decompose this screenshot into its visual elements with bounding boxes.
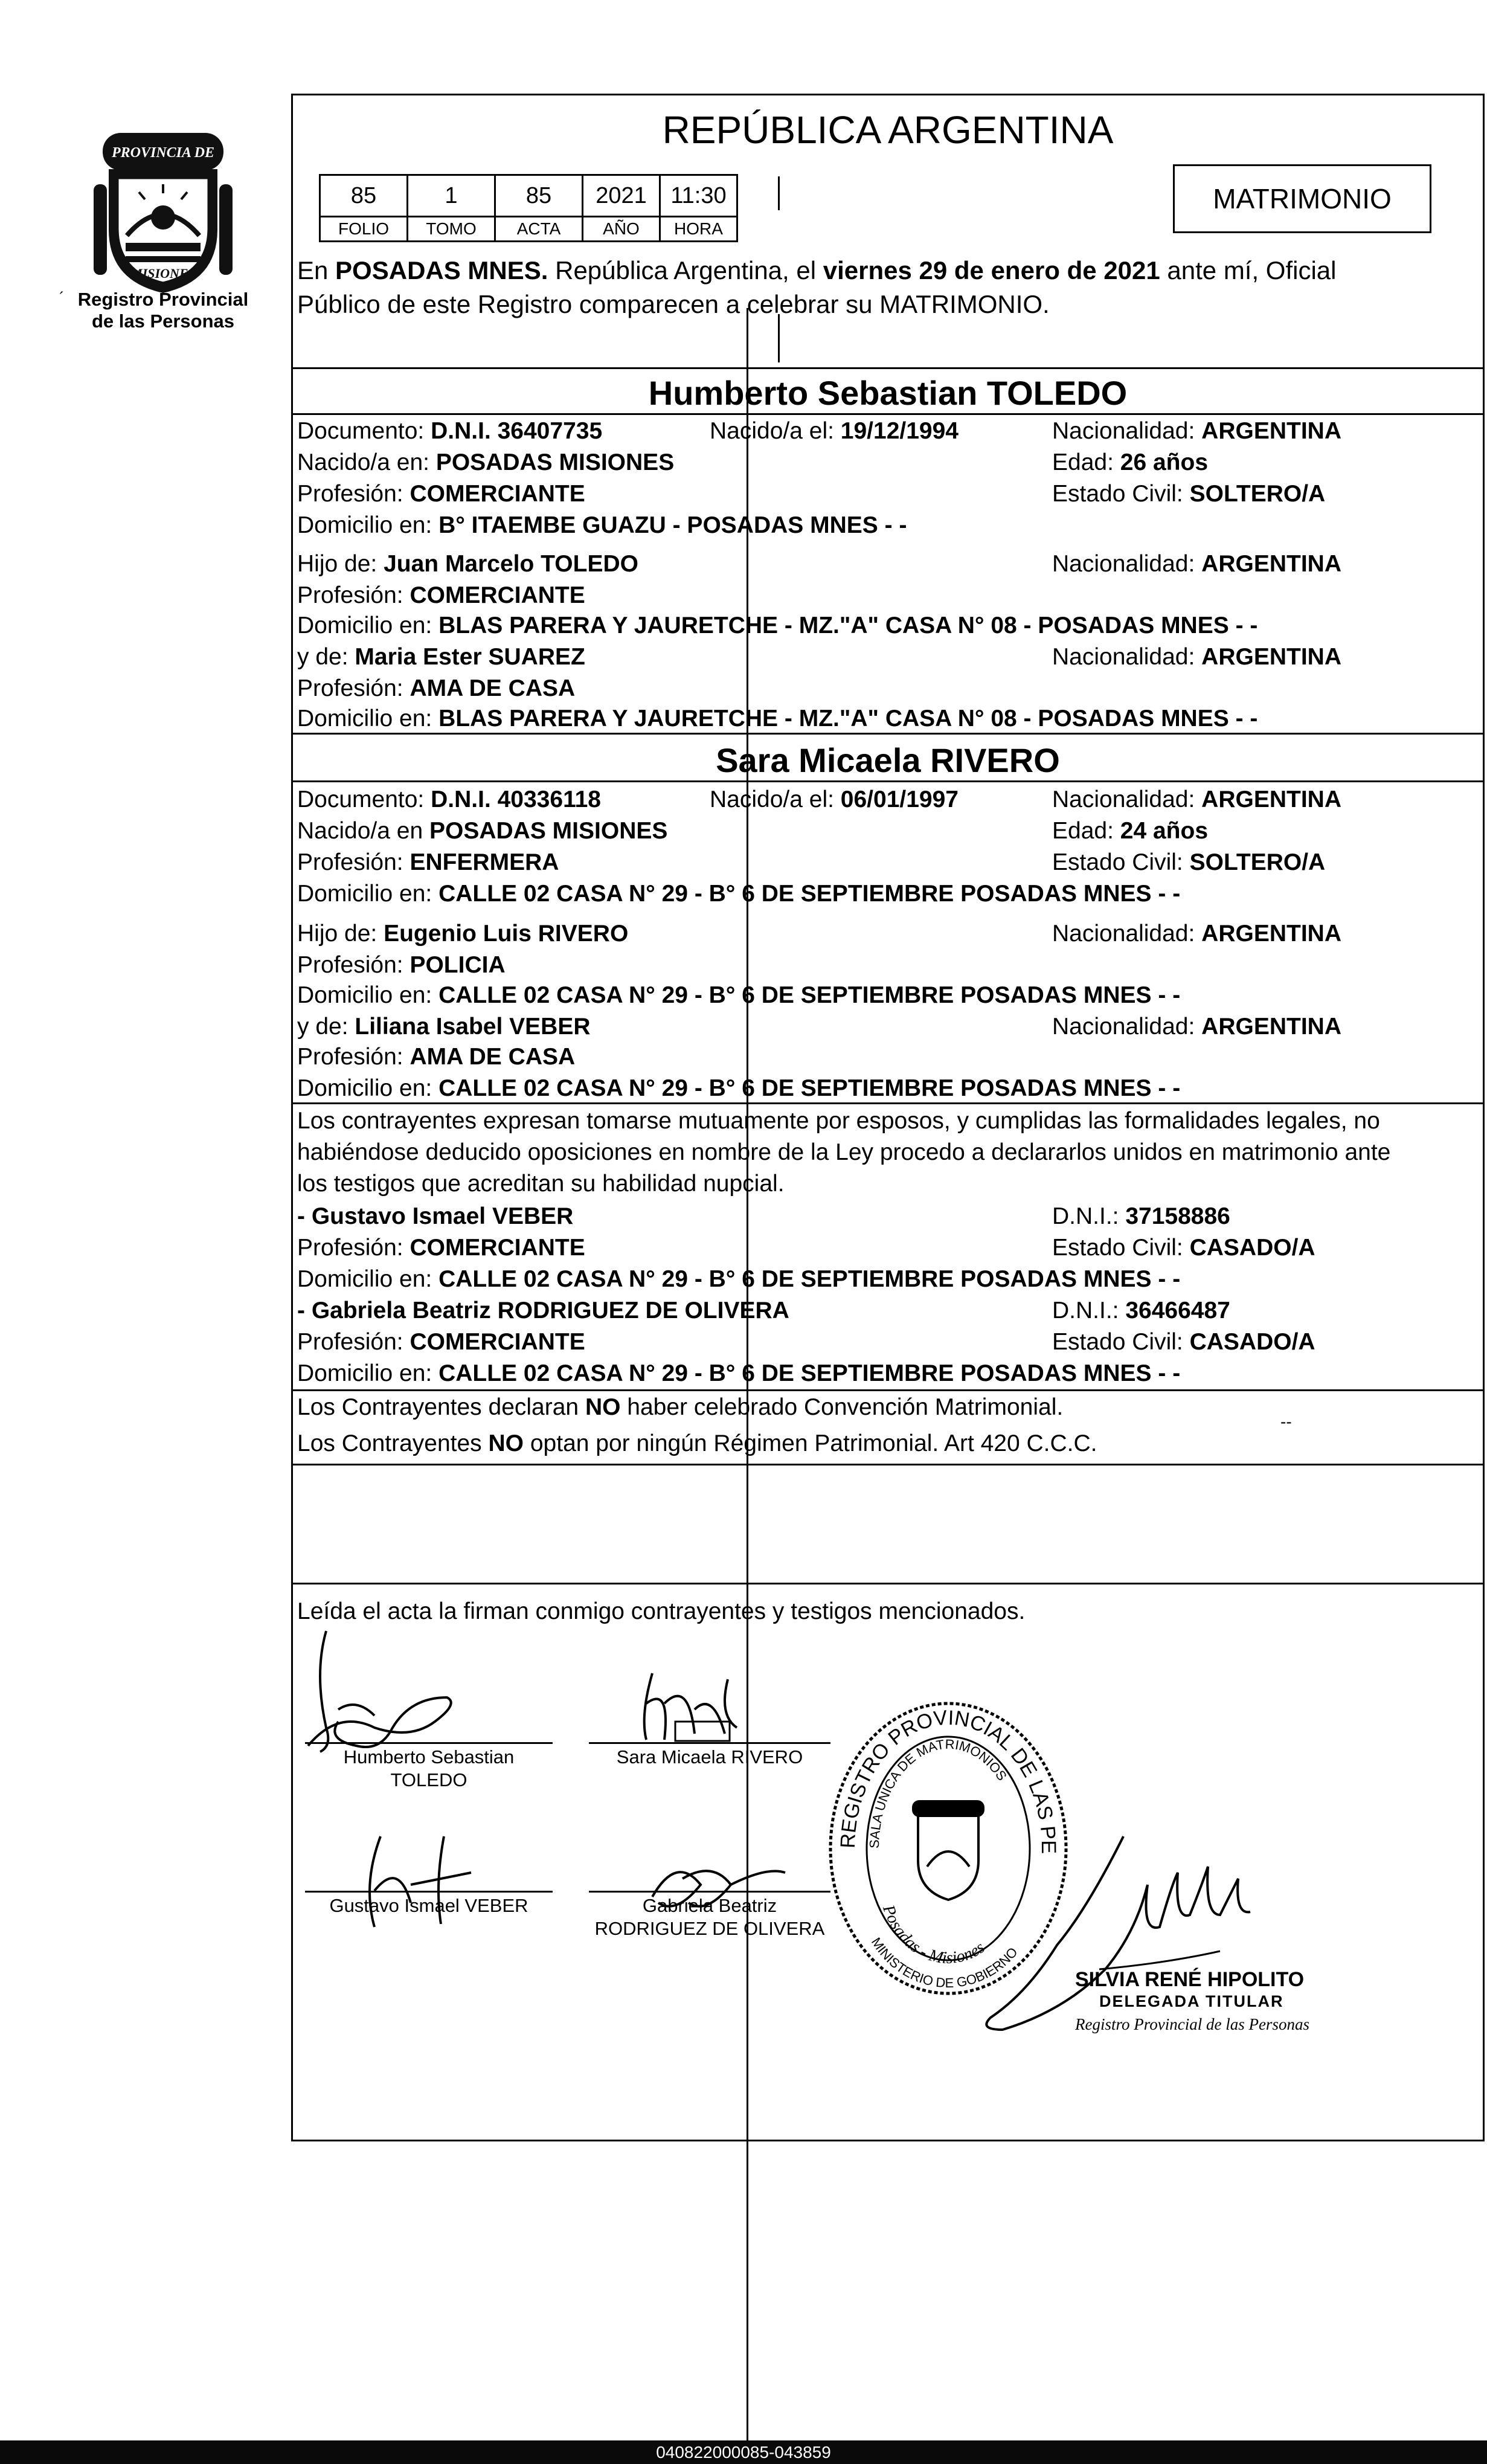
intro-text: ante mí, Oficial	[1160, 256, 1337, 285]
label: Nacionalidad:	[1052, 551, 1202, 577]
witness2-civil	[1052, 1327, 1315, 1358]
witness1-dni	[1052, 1201, 1230, 1232]
label: Documento:	[297, 786, 431, 812]
rule	[778, 314, 780, 362]
anio-label: AÑO	[583, 217, 660, 242]
value: CALLE 02 CASA N° 29 - B° 6 DE SEPTIEMBRE POSADAS MNES - -	[438, 982, 1181, 1008]
value: Juan Marcelo TOLEDO	[384, 551, 638, 577]
signer1-surname: TOLEDO	[390, 1769, 467, 1790]
witness2-prof	[297, 1327, 585, 1358]
spouse1-prof	[297, 478, 585, 510]
value: Maria Ester SUAREZ	[355, 644, 585, 670]
label: Estado Civil:	[1052, 481, 1190, 507]
value: ARGENTINA	[1201, 418, 1342, 444]
value: CALLE 02 CASA N° 29 - B° 6 DE SEPTIEMBRE POSADAS MNES - -	[438, 1075, 1181, 1101]
spouse1-father-addr	[297, 610, 1257, 642]
svg-text:Posadas - Misiones: Posadas - Misiones	[879, 1902, 989, 1968]
convention-line2	[297, 1428, 1097, 1459]
folio-label: FOLIO	[320, 217, 408, 242]
label: Domicilio en:	[297, 982, 439, 1008]
label: Profesión:	[297, 481, 410, 507]
signature-line	[305, 1742, 553, 1744]
scan-footer-code: 040822000085-043859	[0, 2440, 1487, 2464]
label: Edad:	[1052, 449, 1120, 475]
hora-label: HORA	[660, 217, 737, 242]
label: Domicilio en:	[297, 613, 439, 639]
spouse1-mother	[297, 642, 585, 673]
label: Profesión:	[297, 849, 410, 875]
value: D.N.I. 40336118	[431, 786, 601, 812]
value: CALLE 02 CASA N° 29 - B° 6 DE SEPTIEMBRE POSADAS MNES - -	[438, 1266, 1181, 1292]
spouse1-name: Humberto Sebastian TOLEDO	[648, 374, 1128, 412]
witness1-addr	[297, 1264, 1180, 1295]
value: 37158886	[1125, 1203, 1230, 1229]
witness1-prof	[297, 1232, 585, 1264]
value: 06/01/1997	[840, 786, 959, 812]
closing-text: Leída el acta la firman conmigo contrayentes y testigos mencionados.	[297, 1598, 1026, 1624]
value: 19/12/1994	[840, 418, 959, 444]
value: 24 años	[1120, 818, 1209, 844]
acta-value: 85	[495, 175, 583, 217]
value: BLAS PARERA Y JAURETCHE - MZ."A" CASA N° 08 - POSADAS MNES - -	[438, 706, 1258, 732]
label: Nacionalidad:	[1052, 418, 1202, 444]
official-name: SILVIA RENÉ HIPOLITO	[1075, 1968, 1305, 1991]
value: POSADAS MISIONES	[435, 449, 675, 475]
logo-caption-line2: de las Personas	[91, 310, 235, 332]
acta-label: ACTA	[495, 217, 583, 242]
label: Nacionalidad:	[1052, 786, 1202, 812]
declaration-line1: Los contrayentes expresan tomarse mutuamente por esposos, y cumplidas las formalidades legales, no	[297, 1108, 1380, 1134]
intro-city: POSADAS MNES.	[335, 256, 548, 285]
spouse1-civil	[1052, 478, 1325, 510]
label: Nacido/a en:	[297, 449, 436, 475]
rule	[291, 1583, 1485, 1584]
spouse1-mother-addr	[297, 703, 1257, 735]
logo-caption	[60, 289, 266, 332]
value: ENFERMERA	[409, 849, 559, 875]
spouse2-name: Sara Micaela RIVERO	[716, 741, 1060, 779]
text: optan por ningún Régimen Patrimonial. Art 420 C.C.C.	[524, 1430, 1097, 1456]
value: COMERCIANTE	[409, 582, 585, 608]
label: Hijo de:	[297, 921, 384, 947]
value: ARGENTINA	[1201, 1014, 1342, 1040]
value: ARGENTINA	[1201, 786, 1342, 812]
svg-text:MINISTERIO DE GOBIERNO: MINISTERIO DE GOBIERNO	[868, 1934, 1021, 1991]
witness1-civil	[1052, 1232, 1315, 1264]
spouse1-mother-nat	[1052, 642, 1341, 673]
text: NO	[585, 1394, 621, 1420]
value: 36466487	[1125, 1298, 1230, 1324]
label: Documento:	[297, 418, 431, 444]
value: CALLE 02 CASA N° 29 - B° 6 DE SEPTIEMBRE POSADAS MNES - -	[438, 881, 1181, 907]
spouse1-father-nat	[1052, 548, 1341, 580]
value: ARGENTINA	[1201, 551, 1342, 577]
anio-value: 2021	[583, 175, 660, 217]
spouse2-mother-addr	[297, 1073, 1180, 1104]
value: Liliana Isabel VEBER	[355, 1014, 591, 1040]
spouse1-place	[297, 447, 674, 478]
value: SOLTERO/A	[1189, 481, 1326, 507]
spouse2-mother-prof	[297, 1041, 575, 1073]
spouse2-addr	[297, 878, 1180, 910]
value: 26 años	[1120, 449, 1209, 475]
spouse1-nat	[1052, 416, 1341, 447]
spouse1-born	[710, 416, 959, 447]
intro-line2: Público de este Registro comparecen a celebrar su MATRIMONIO.	[297, 290, 1050, 318]
logo-caption-line1: Registro Provincial	[77, 289, 249, 310]
label: Profesión:	[297, 1235, 410, 1261]
spouse2-nat	[1052, 784, 1341, 815]
label: Nacido/a el:	[710, 786, 841, 812]
label: Nacido/a en	[297, 818, 429, 844]
rule	[291, 367, 1485, 369]
label: Profesión:	[297, 1044, 410, 1070]
witness2-name: - Gabriela Beatriz RODRIGUEZ DE OLIVERA	[297, 1298, 789, 1324]
signer4-label	[589, 1894, 830, 1940]
svg-text:SALA UNICA DE MATRIMONIOS: SALA UNICA DE MATRIMONIOS	[866, 1736, 1010, 1849]
registry-table	[319, 174, 738, 242]
value: ARGENTINA	[1201, 921, 1342, 947]
value: COMERCIANTE	[409, 481, 585, 507]
svg-text:REGISTRO PROVINCIAL DE LAS PER: REGISTRO PROVINCIAL DE LAS PE	[836, 1706, 1061, 1854]
text: Los Contrayentes declaran	[297, 1394, 585, 1420]
spouse2-father-addr	[297, 980, 1180, 1011]
page-title: REPÚBLICA ARGENTINA	[662, 108, 1114, 152]
label: Domicilio en:	[297, 512, 439, 538]
intro-line1	[297, 254, 1469, 288]
label: Edad:	[1052, 818, 1120, 844]
value: COMERCIANTE	[409, 1235, 585, 1261]
signer2-label: Sara Micaela RIVERO	[616, 1746, 803, 1768]
signer4-name: Gabriela Beatriz	[642, 1895, 777, 1916]
pen-mark: ‑‑	[1280, 1412, 1292, 1431]
value: Eugenio Luis RIVERO	[384, 921, 629, 947]
intro-text: En	[297, 256, 336, 285]
label: Domicilio en:	[297, 706, 439, 732]
value: SOLTERO/A	[1189, 849, 1326, 875]
spouse2-civil	[1052, 847, 1325, 878]
official-office: Registro Provincial de las Personas	[1075, 2015, 1309, 2033]
tomo-value: 1	[408, 175, 495, 217]
spouse2-doc	[297, 784, 601, 815]
text: haber celebrado Convención Matrimonial.	[620, 1394, 1064, 1420]
rule	[778, 176, 780, 210]
province-logo	[91, 127, 236, 296]
value: CASADO/A	[1189, 1329, 1315, 1355]
signature-gustavo	[338, 1824, 495, 1936]
label: Hijo de:	[297, 551, 384, 577]
hora-value: 11:30	[660, 175, 737, 217]
signature-line	[589, 1891, 830, 1893]
signer4-surname: RODRIGUEZ DE OLIVERA	[594, 1918, 825, 1939]
signer1-label	[305, 1746, 553, 1792]
label: Estado Civil:	[1052, 849, 1190, 875]
svg-text:MISIONES: MISIONES	[130, 266, 196, 281]
value: CALLE 02 CASA N° 29 - B° 6 DE SEPTIEMBRE POSADAS MNES - -	[438, 1360, 1181, 1386]
official-title: DELEGADA TITULAR	[1099, 1992, 1284, 2010]
value: D.N.I. 36407735	[431, 418, 603, 444]
signer1-name: Humberto Sebastian	[343, 1746, 515, 1768]
spouse2-father-nat	[1052, 918, 1341, 950]
label: Estado Civil:	[1052, 1329, 1190, 1355]
label: Nacionalidad:	[1052, 1014, 1202, 1040]
rule	[291, 1464, 1485, 1465]
spouse2-mother-nat	[1052, 1011, 1341, 1043]
value: ARGENTINA	[1201, 644, 1342, 670]
signature-line	[305, 1891, 553, 1893]
label: Domicilio en:	[297, 881, 439, 907]
label: D.N.I.:	[1052, 1298, 1126, 1324]
value: AMA DE CASA	[409, 1044, 576, 1070]
spouse2-father-prof	[297, 950, 506, 981]
spouse2-born	[710, 784, 959, 815]
logo-mark: ´	[59, 289, 65, 307]
spouse1-mother-prof	[297, 673, 575, 704]
label: Profesión:	[297, 1329, 410, 1355]
signature-line	[589, 1742, 830, 1744]
spouse2-mother	[297, 1011, 591, 1043]
svg-text:PROVINCIA DE: PROVINCIA DE	[111, 145, 215, 161]
witness1-name: - Gustavo Ismael VEBER	[297, 1203, 574, 1229]
label: Profesión:	[297, 675, 410, 701]
spouse2-prof	[297, 847, 559, 878]
value: CASADO/A	[1189, 1235, 1315, 1261]
label: Domicilio en:	[297, 1075, 439, 1101]
label: Nacionalidad:	[1052, 644, 1202, 670]
label: Profesión:	[297, 952, 410, 978]
act-type-box: MATRIMONIO	[1173, 164, 1431, 233]
witness2-dni	[1052, 1295, 1230, 1327]
signer3-label: Gustavo Ismael VEBER	[329, 1895, 528, 1916]
spouse2-place	[297, 815, 667, 847]
spouse2-father	[297, 918, 628, 950]
spouse1-doc	[297, 416, 602, 447]
label: Estado Civil:	[1052, 1235, 1190, 1261]
value: COMERCIANTE	[409, 1329, 585, 1355]
intro-date: viernes 29 de enero de 2021	[823, 256, 1160, 285]
witness2-addr	[297, 1358, 1180, 1389]
spouse1-addr	[297, 510, 907, 541]
label: D.N.I.:	[1052, 1203, 1126, 1229]
convention-line1	[297, 1392, 1063, 1423]
label: Nacionalidad:	[1052, 921, 1202, 947]
label: Profesión:	[297, 582, 410, 608]
value: AMA DE CASA	[409, 675, 576, 701]
value: BLAS PARERA Y JAURETCHE - MZ."A" CASA N° 08 - POSADAS MNES - -	[438, 613, 1258, 639]
tomo-label: TOMO	[408, 217, 495, 242]
value: POLICIA	[409, 952, 506, 978]
label: y de:	[297, 1014, 355, 1040]
text: NO	[488, 1430, 524, 1456]
intro-text: República Argentina, el	[548, 256, 823, 285]
declaration-line3: los testigos que acreditan su habilidad nupcial.	[297, 1171, 785, 1197]
intro-paragraph	[297, 254, 1469, 321]
rule	[291, 1389, 1485, 1391]
value: POSADAS MISIONES	[429, 818, 668, 844]
label: Domicilio en:	[297, 1360, 439, 1386]
spouse1-father	[297, 548, 638, 580]
folio-value: 85	[320, 175, 408, 217]
label: y de:	[297, 644, 355, 670]
spouse2-age	[1052, 815, 1208, 847]
declaration-line2: habiéndose deducido oposiciones en nombre de la Ley procedo a declararlos unidos en matrimonio ante	[297, 1139, 1391, 1165]
value: B° ITAEMBE GUAZU - POSADAS MNES - -	[438, 512, 907, 538]
text: Los Contrayentes	[297, 1430, 489, 1456]
spouse1-age	[1052, 447, 1208, 478]
label: Domicilio en:	[297, 1266, 439, 1292]
label: Nacido/a el:	[710, 418, 841, 444]
spouse1-father-prof	[297, 580, 585, 611]
